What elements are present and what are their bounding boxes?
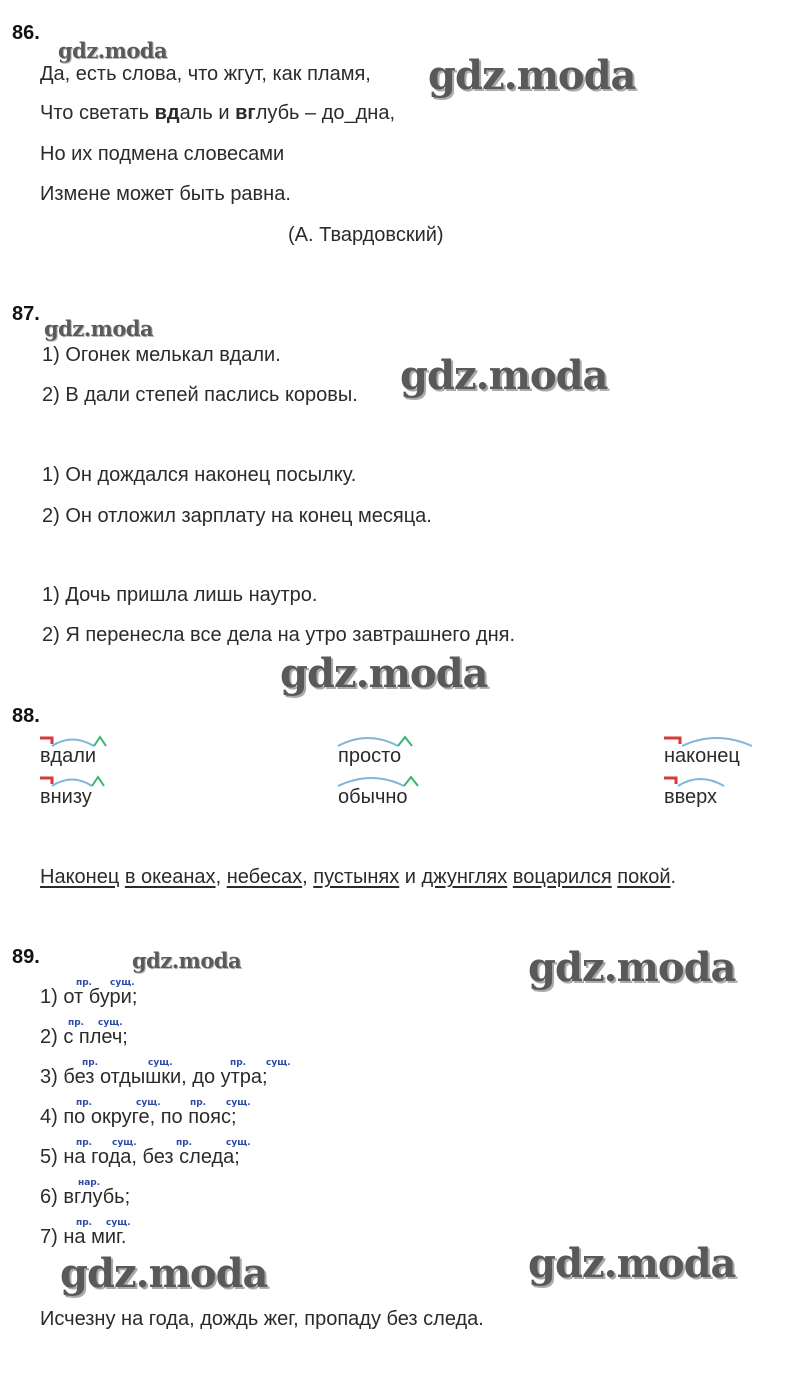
- pos-tag: сущ.: [226, 1138, 251, 1148]
- pos-tag: сущ.: [112, 1138, 137, 1148]
- pos-tag: сущ.: [136, 1098, 161, 1108]
- pos-tag: нар.: [78, 1178, 101, 1188]
- sentence-member: Наконец: [40, 866, 120, 888]
- sentence-text: .: [670, 866, 677, 888]
- exercise-88-number: 88.: [12, 705, 40, 727]
- sentence-text: и: [399, 866, 422, 888]
- poem-line-1: Да, есть слова, что жгут, как пламя,: [40, 63, 371, 85]
- pos-tag: пр.: [230, 1058, 247, 1068]
- pos-tag: пр.: [76, 1218, 93, 1228]
- pos-tag: сущ.: [106, 1218, 131, 1228]
- watermark: gdz.moda: [528, 1240, 736, 1287]
- bold-prefix: вг: [235, 102, 256, 124]
- sentence-line: 1) Огонек мелькал вдали.: [42, 344, 281, 366]
- adverb-word: обычно: [338, 786, 408, 808]
- watermark: gdz.moda: [58, 38, 168, 63]
- final-sentence: Исчезну на года, дождь жег, пропаду без следа.: [40, 1308, 484, 1330]
- sentence-member: джунглях: [421, 866, 508, 888]
- watermark: gdz.moda: [280, 650, 488, 697]
- pos-tag: пр.: [76, 1138, 93, 1148]
- watermark: gdz.moda: [528, 944, 736, 991]
- pos-tag: пр.: [176, 1138, 193, 1148]
- sentence-member: пустынях: [313, 866, 400, 888]
- watermark: gdz.moda: [132, 948, 242, 973]
- prefix-mark: [664, 738, 680, 744]
- root-arc: [338, 778, 404, 786]
- adverb-word: просто: [338, 745, 402, 767]
- exercise-89-number: 89.: [12, 946, 40, 968]
- sentence-member: небесах: [226, 866, 303, 888]
- sentence-member: в океанах: [124, 866, 216, 888]
- phrase-line: 6) вглубь;: [40, 1186, 131, 1208]
- sentence-line: 1) Он дождался наконец посылку.: [42, 464, 357, 486]
- sentence-member: воцарился: [512, 866, 612, 888]
- adverb-word: вдали: [40, 745, 97, 767]
- poem-line-3: Но их подмена словесами: [40, 143, 285, 165]
- root-arc: [678, 779, 724, 786]
- poem-line-2-part: лубь – до_дна,: [255, 102, 396, 124]
- pos-tag: пр.: [76, 978, 93, 988]
- pos-tag: сущ.: [226, 1098, 251, 1108]
- sentence-member: покой: [617, 866, 671, 888]
- prefix-mark: [40, 738, 52, 744]
- sentence-text: ,: [302, 866, 314, 888]
- phrase-line: 1) от бури;: [40, 986, 138, 1008]
- poem-line-2-part: Что светать: [40, 102, 155, 124]
- pos-tag: сущ.: [148, 1058, 173, 1068]
- prefix-mark: [40, 778, 52, 784]
- watermark: gdz.moda: [44, 316, 154, 341]
- watermark: gdz.moda: [60, 1250, 268, 1297]
- adverb-word: наконец: [664, 745, 740, 767]
- phrase-line: 7) на миг.: [40, 1226, 127, 1248]
- phrase-line: 3) без отдышки, до утра;: [40, 1066, 268, 1088]
- poem-line-2-part: аль и: [179, 102, 236, 124]
- phrase-line: 5) на года, без следа;: [40, 1146, 240, 1168]
- pos-tag: сущ.: [110, 978, 135, 988]
- pos-tag: пр.: [76, 1098, 93, 1108]
- exercise-87-number: 87.: [12, 303, 40, 325]
- phrase-line: 2) с плеч;: [40, 1026, 128, 1048]
- pos-tag: сущ.: [266, 1058, 291, 1068]
- suffix-mark: [404, 777, 418, 786]
- sentence-line: 2) Я перенесла все дела на утро завтрашнего дня.: [42, 624, 516, 646]
- sentence-line: 2) В дали степей паслись коровы.: [42, 384, 358, 406]
- sentence-line: 1) Дочь пришла лишь наутро.: [42, 584, 318, 606]
- bold-prefix: вд: [154, 102, 180, 124]
- exercise-86-number: 86.: [12, 22, 40, 44]
- suffix-mark: [92, 777, 104, 786]
- adverb-word: внизу: [40, 786, 92, 808]
- prefix-mark: [664, 778, 676, 784]
- parsed-sentence: [40, 866, 676, 889]
- poem-author: (А. Твардовский): [288, 224, 444, 246]
- sentence-line: 2) Он отложил зарплату на конец месяца.: [42, 505, 432, 527]
- sentence-text: ,: [215, 866, 227, 888]
- phrase-line: 4) по округе, по пояс;: [40, 1106, 237, 1128]
- pos-tag: пр.: [82, 1058, 99, 1068]
- adverb-word: вверх: [664, 786, 718, 808]
- poem-line-4: Измене может быть равна.: [40, 183, 291, 205]
- watermark: gdz.moda: [400, 352, 608, 399]
- pos-tag: пр.: [68, 1018, 85, 1028]
- pos-tag: пр.: [190, 1098, 207, 1108]
- watermark: gdz.moda: [428, 52, 636, 99]
- pos-tag: сущ.: [98, 1018, 123, 1028]
